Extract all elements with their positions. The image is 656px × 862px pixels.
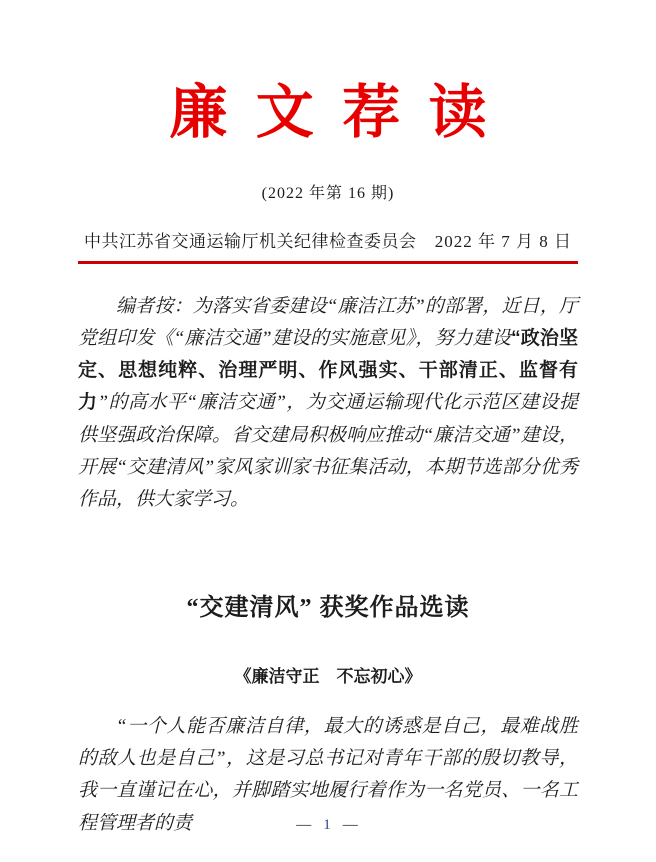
page-number-left-dash: — [296,817,314,833]
page-number-right-dash: — [342,817,360,833]
text-segment-bold-hei: “政治坚定、思想纯粹、治理严明、作风强实、干部清正、监督有力 [78,327,578,414]
header-divider-rule [78,261,578,264]
text-segment-kai: ”的高水平“廉洁交通”，为交通运输现代化示范区建设提供坚强政治保障。省交建局积极响应推动“廉洁交通”建设，开展“交建清风”家风家训家书征集活动，本期节选部分优秀作品，供大家学习。 [78,392,578,511]
section-title: “交建清风” 获奖作品选读 [186,594,470,621]
publisher-name: 中共江苏省交通运输厅机关纪律检查委员会 [84,231,417,251]
article-paragraph: “一个人能否廉洁自律，最大的诱惑是自己，最难战胜的敌人也是自己”，这是习总书记对青年干部的殷切教导，我一直谨记在心，并脚踏实地履行着作为一名党员、一名工程管理者的责 [78,715,578,834]
page-number [0,817,656,834]
publisher-row [78,227,578,252]
page-number-value: 1 [323,817,333,833]
article-title: 《廉洁守正 不忘初心》 [234,666,422,686]
publish-date: 2022 年 7 月 8 日 [434,231,572,251]
editor-note-paragraph [78,291,578,517]
issue-line: (2022 年第 16 期) [261,184,395,202]
text-segment-kai: 编者按：为落实省委建设“廉洁江苏”的部署，近日，厅党组印发《“廉洁交通”建设的实施意见》，努力建设 [78,295,578,349]
document-title: 廉 文 荐 读 [169,80,494,145]
